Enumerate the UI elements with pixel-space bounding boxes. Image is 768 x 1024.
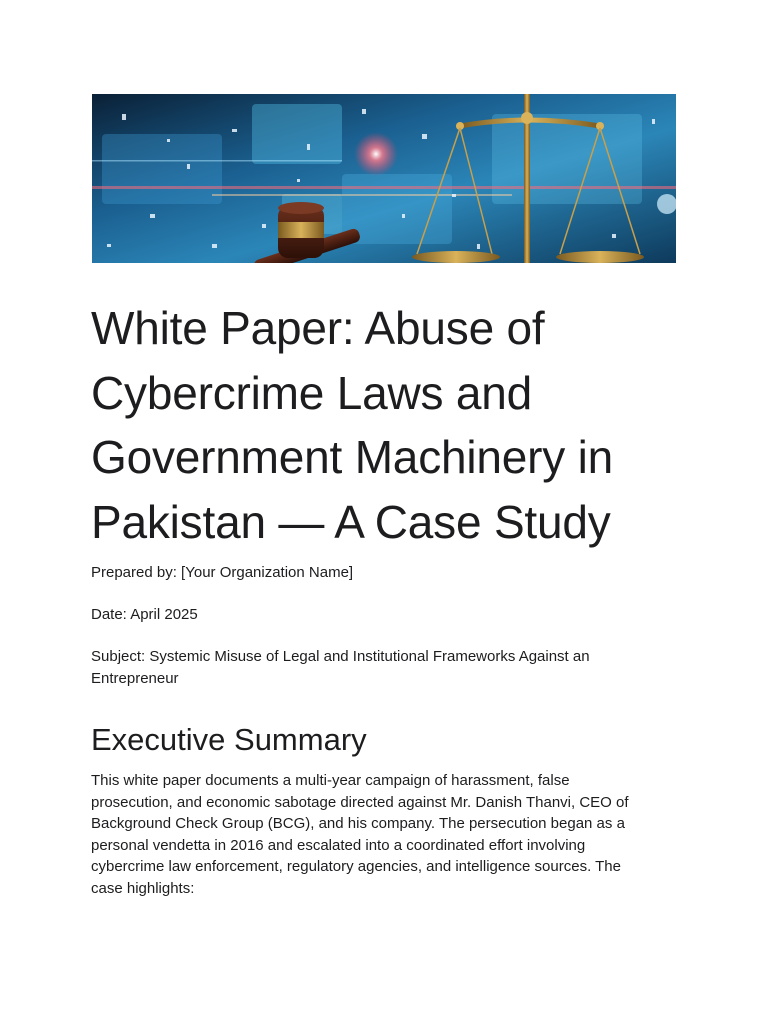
document-subject: Subject: Systemic Misuse of Legal and Institutional Frameworks Against an Entrepreneur (91, 648, 590, 687)
document-date: Date: April 2025 (91, 606, 198, 623)
gavel-and-scales-image (92, 94, 676, 263)
executive-summary-text (91, 770, 681, 900)
summary-line: Background Check Group (BCG), and his company. The persecution began as a (91, 815, 625, 833)
summary-line: prosecution, and economic sabotage directed against Mr. Danish Thanvi, CEO of (91, 793, 629, 811)
executive-summary-heading: Executive Summary (91, 722, 367, 757)
document-title (91, 296, 691, 554)
summary-line: case highlights: (91, 879, 195, 897)
prepared-by: Prepared by: [Your Organization Name] (91, 564, 354, 581)
banner-image (92, 94, 676, 263)
title-line: Pakistan — A Case Study (91, 495, 611, 548)
title-line: Government Machinery in (91, 431, 614, 483)
summary-line: cybercrime law enforcement, regulatory agencies, and intelligence sources. The (91, 858, 621, 876)
summary-line: This white paper documents a multi-year campaign of harassment, false (91, 772, 570, 789)
title-line: White Paper: Abuse of (91, 302, 545, 354)
title-line: Cybercrime Laws and (91, 366, 533, 419)
summary-line: personal vendetta in 2016 and escalated into a coordinated effort involving (91, 836, 586, 854)
